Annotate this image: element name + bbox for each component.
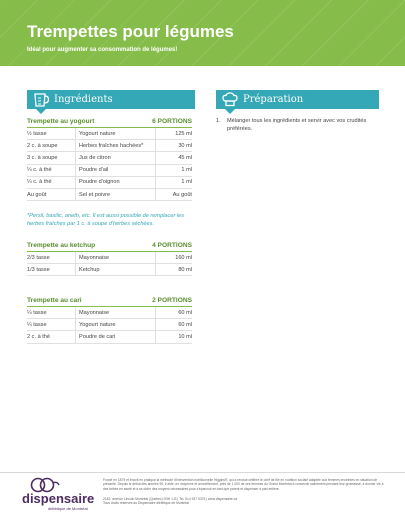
ingredient: Poudre de cari bbox=[75, 331, 155, 342]
ingredient: Yogourt nature bbox=[75, 128, 155, 139]
footer-rights: Tous droits réservés au Dispensaire diététique de Montréal bbox=[103, 501, 189, 506]
ingredients-label: Ingrédients bbox=[54, 94, 113, 105]
chef-hat-icon bbox=[222, 92, 238, 110]
qty: 2 c. à thé bbox=[27, 333, 51, 340]
qty: ½ tasse bbox=[27, 130, 47, 137]
footer-address bbox=[103, 497, 388, 506]
qty: 2 c. à soupe bbox=[27, 142, 58, 149]
page-subtitle: Idéal pour augmenter sa consommation de légumes! bbox=[27, 47, 178, 53]
ingredient: Poudre d'oignon bbox=[75, 177, 155, 188]
recipe-name: Trempette au yogourt bbox=[27, 118, 95, 125]
qty: ¼ tasse bbox=[27, 321, 47, 328]
portions: 4 PORTIONS bbox=[152, 242, 192, 249]
header-pointer bbox=[36, 109, 46, 114]
table-row bbox=[27, 128, 192, 140]
table-row bbox=[27, 307, 192, 319]
table-row bbox=[27, 264, 192, 276]
amount: 60 ml bbox=[155, 307, 192, 318]
header-banner bbox=[0, 0, 405, 66]
table-header bbox=[27, 297, 192, 307]
recipe-name: Trempette au cari bbox=[27, 297, 82, 304]
ingredient: Mayonnaise bbox=[75, 307, 155, 318]
preparation-steps bbox=[216, 117, 376, 133]
ingredients-header bbox=[27, 90, 195, 109]
recipe-table-ketchup bbox=[27, 242, 192, 276]
qty: ¼ c. à thé bbox=[27, 167, 52, 174]
table-row bbox=[27, 252, 192, 264]
amount: 160 ml bbox=[155, 252, 192, 263]
ingredient: Yogourt nature bbox=[75, 319, 155, 330]
ingredient: Sel et poivre bbox=[75, 189, 155, 200]
table-row bbox=[27, 331, 192, 343]
ingredient: Mayonnaise bbox=[75, 252, 155, 263]
qty: Au goût bbox=[27, 191, 47, 198]
table-header bbox=[27, 242, 192, 252]
amount: Au goût bbox=[155, 189, 192, 200]
logo-wordmark: dispensaire bbox=[22, 491, 95, 506]
table-row bbox=[27, 140, 192, 152]
list-item bbox=[216, 117, 376, 133]
logo-tagline: diététique de Montréal bbox=[48, 506, 88, 511]
footer-description: Fondé en 1879 et inscrit en pratique la méthode d'intervention nutritionnelle Higgins®, qui a rendue célèbre le chef de file en nutrition sociale adaptée aux femmes enceintes en situation de précarité. Depuis le début des années 90, il aide, en moyenne et annuellement, près de 1 000 de ces femmes du Grand Montréal à concevoir sainement pendant leur grossesse, à donner vie à des bébés en santé et à se doter des moyens nécessaires pour s'épanouir en tant que parent et dispenser à part entière. bbox=[103, 478, 384, 491]
amount: 30 ml bbox=[155, 140, 192, 151]
footer-divider bbox=[0, 472, 405, 473]
qty: 3 c. à soupe bbox=[27, 154, 58, 161]
amount: 60 ml bbox=[155, 319, 192, 330]
ingredient: Poudre d'ail bbox=[75, 165, 155, 176]
table-row bbox=[27, 319, 192, 331]
table-row bbox=[27, 189, 192, 201]
preparation-header bbox=[216, 90, 379, 109]
portions: 6 PORTIONS bbox=[152, 118, 192, 125]
amount: 45 ml bbox=[155, 152, 192, 163]
qty: ¼ tasse bbox=[27, 309, 47, 316]
recipe-table-yogourt bbox=[27, 118, 192, 201]
ingredient: Ketchup bbox=[75, 264, 155, 275]
ingredient: Jus de citron bbox=[75, 152, 155, 163]
portions: 2 PORTIONS bbox=[152, 297, 192, 304]
table-row bbox=[27, 177, 192, 189]
qty: ¼ c. à thé bbox=[27, 179, 52, 186]
step-number: 1. bbox=[216, 118, 221, 124]
measuring-cup-icon bbox=[33, 92, 49, 110]
footer-contact: 2182, avenue Lincoln Montréal (Québec) H3H 1J3 | Tel. 514 937 5375 | www.dispensaire.ca bbox=[103, 497, 238, 501]
page-title: Trempettes pour légumes bbox=[27, 22, 234, 41]
header-pointer bbox=[225, 109, 235, 114]
table-row bbox=[27, 152, 192, 164]
recipe-name: Trempette au ketchup bbox=[27, 242, 96, 249]
amount: 1 ml bbox=[155, 165, 192, 176]
amount: 80 ml bbox=[155, 264, 192, 275]
qty: 1/3 tasse bbox=[27, 266, 50, 273]
amount: 10 ml bbox=[155, 331, 192, 342]
recipe-table-cari bbox=[27, 297, 192, 344]
ingredient: Herbes fraîches hachées* bbox=[75, 140, 155, 151]
qty: 2/3 tasse bbox=[27, 254, 50, 261]
amount: 125 ml bbox=[155, 128, 192, 139]
table-header bbox=[27, 118, 192, 128]
table-row bbox=[27, 165, 192, 177]
preparation-label: Préparation bbox=[243, 94, 304, 105]
herbs-note: *Persil, basilic, aneth, etc. Il est aussi possible de remplacer les herbes fraîches par 1 c. à soupe d'herbes séchées. bbox=[27, 213, 185, 227]
step-text: Mélanger tous les ingrédients et servir avec vos crudités préférées. bbox=[227, 118, 367, 132]
amount: 1 ml bbox=[155, 177, 192, 188]
